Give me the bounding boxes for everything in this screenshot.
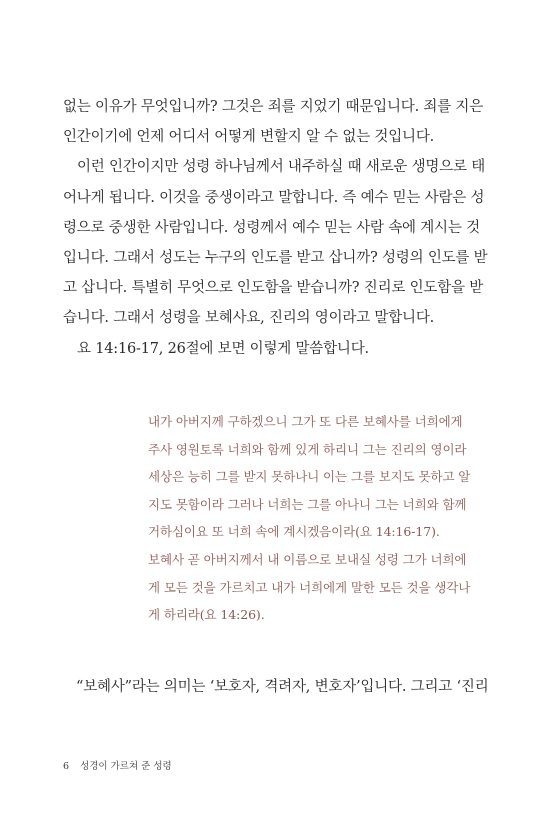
quote-line: 내가 아버지께 구하겠으니 그가 또 다른 보혜사를 너희에게: [148, 414, 463, 429]
paragraph-line: 입니다. 그래서 성도는 누구의 인도를 받고 삽니까? 성령의 인도를 받: [63, 250, 488, 267]
quote-line: 거하심이요 또 너희 속에 계시겠음이라(요 14:16-17).: [148, 524, 440, 540]
page-number: 6: [63, 761, 70, 772]
paragraph-line: 습니다. 그래서 성령을 보혜사요, 진리의 영이라고 말합니다.: [63, 310, 435, 327]
main-text: [63, 92, 487, 364]
continuation-text: [76, 672, 496, 702]
quote-line: 게 모든 것을 가르치고 내가 너희에게 말한 모든 것을 생각나: [148, 579, 471, 595]
scripture-quote: [148, 408, 488, 629]
paragraph-line: “보혜사”라는 의미는 ‘보호자, 격려자, 변호자’입니다. 그리고 ‘진리: [76, 679, 489, 695]
paragraph-line: 어나게 됩니다. 이것을 중생이라고 말합니다. 즉 예수 믿는 사람은 성: [63, 189, 485, 206]
paragraph-line: 고 삽니다. 특별히 무엇으로 인도함을 받습니까? 진리로 인도함을 받: [63, 280, 484, 297]
book-title: 성경이 가르쳐 준 성령: [80, 761, 172, 772]
quote-line: 지도 못함이라 그러나 너희는 그를 아나니 그는 너희와 함께: [148, 496, 467, 512]
quote-line: 주사 영원토록 너희와 함께 있게 하리니 그는 진리의 영이라: [148, 441, 467, 457]
page-footer: [63, 758, 172, 772]
paragraph-line: 요 14:16-17, 26절에 보면 이렇게 말씀합니다.: [77, 340, 369, 357]
quote-line: 게 하리라(요 14:26).: [148, 607, 265, 623]
paragraph-line: 인간이기에 언제 어디서 어떻게 변할지 알 수 없는 것입니다.: [63, 129, 435, 146]
quote-line: 보혜사 곧 아버지께서 내 이름으로 보내실 성령 그가 너희에: [148, 551, 467, 567]
quote-line: 세상은 능히 그를 받지 못하나니 이는 그를 보지도 못하고 알: [148, 469, 471, 485]
paragraph-line: 령으로 중생한 사람입니다. 성령께서 예수 믿는 사람 속에 계시는 것: [63, 219, 480, 236]
paragraph-line: 이런 인간이지만 성령 하나님께서 내주하실 때 새로운 생명으로 태: [77, 159, 486, 176]
paragraph-line: 없는 이유가 무엇입니까? 그것은 죄를 지었기 때문입니다. 죄를 지은: [63, 99, 484, 115]
